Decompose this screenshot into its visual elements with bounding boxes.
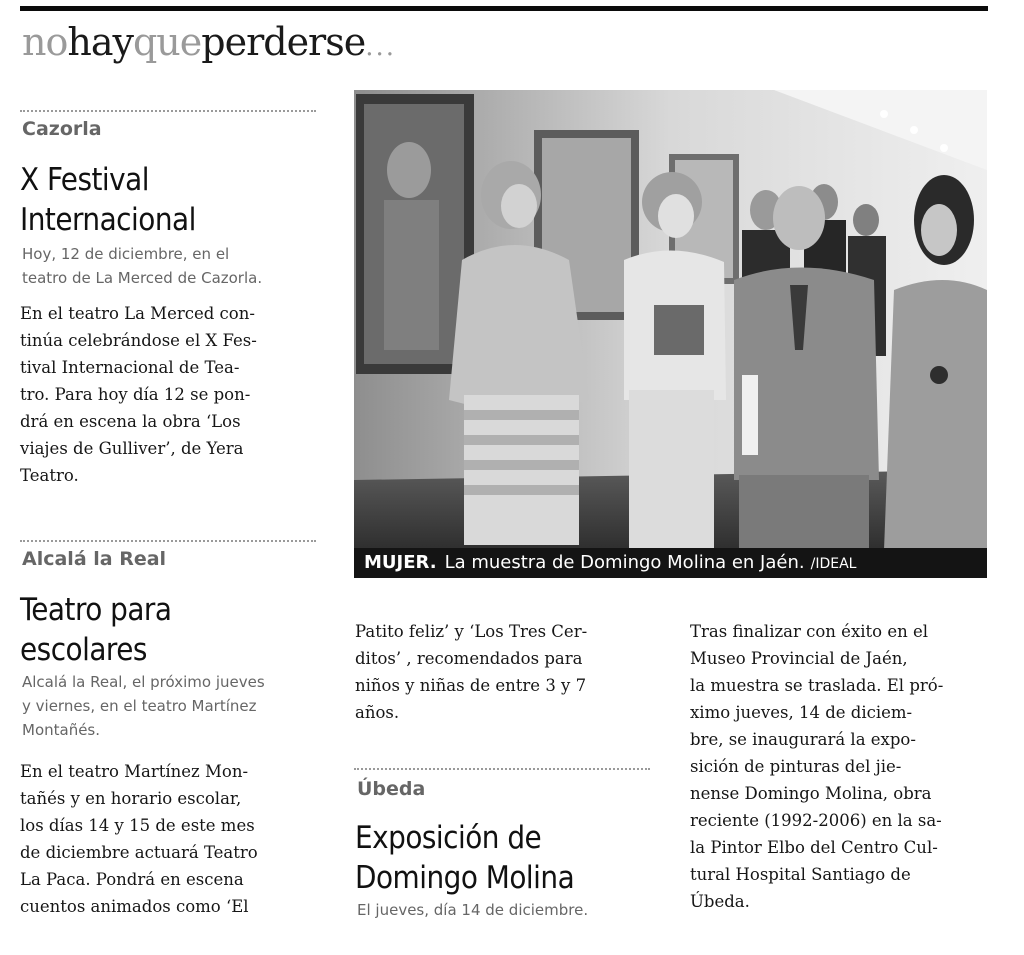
body-line: los días 14 y 15 de este mes [20,816,255,835]
body-line: años. [355,703,400,722]
article-body-continued [355,618,655,726]
article-headline [20,160,320,240]
deck-line: Alcalá la Real, el próximo jueves [22,673,265,691]
section-masthead [22,14,396,75]
masthead-ellipsis: ... [365,32,397,62]
masthead-part-hay: hay [67,20,133,64]
body-line: reciente (1992-2006) en la sa- [690,811,942,830]
body-line: tañés y en horario escolar, [20,789,242,808]
separator-ubeda [354,768,650,770]
deck-line: Hoy, 12 de diciembre, en el [22,245,230,263]
body-line: drá en escena la obra ‘Los [20,412,241,431]
article-body [690,618,990,915]
body-line: niños y niñas de entre 3 y 7 [355,676,587,695]
body-line: cuentos animados como ‘El [20,897,249,916]
deck-line: El jueves, día 14 de diciembre. [357,901,589,919]
body-line: Patito feliz’ y ‘Los Tres Cer- [355,622,588,641]
caption-credit: /IDEAL [810,556,857,572]
article-photo [354,90,987,578]
body-line: tro. Para hoy día 12 se pon- [20,385,251,404]
headline-line: Domingo Molina [355,860,575,896]
body-line: nense Domingo Molina, obra [690,784,932,803]
separator-alcala [20,540,316,542]
article-body [20,758,320,920]
body-line: Museo Provincial de Jaén, [690,649,908,668]
body-line: ditos’ , recomendados para [355,649,583,668]
body-line: de diciembre actuará Teatro [20,843,258,862]
masthead-part-no: no [22,20,68,64]
body-line: viajes de Gulliver’, de Yera [20,439,244,458]
body-line: Úbeda. [690,892,750,911]
headline-line: X Festival [20,162,150,198]
location-label: Cazorla [22,118,102,140]
masthead-part-que: que [132,20,202,64]
photo-caption [354,548,987,578]
body-line: Teatro. [20,466,79,485]
body-line: En el teatro Martínez Mon- [20,762,249,781]
location-label: Úbeda [357,778,426,800]
headline-line: Internacional [20,202,196,238]
body-line: tural Hospital Santiago de [690,865,911,884]
headline-line: Teatro para [20,592,172,628]
article-headline [20,590,320,670]
body-line: La Paca. Pondrá en escena [20,870,244,889]
deck-line: teatro de La Merced de Cazorla. [22,269,263,287]
body-line: bre, se inaugurará la expo- [690,730,916,749]
body-line: la muestra se traslada. El pró- [690,676,944,695]
caption-label: MUJER. [364,552,437,573]
separator-cazorla [20,110,316,112]
article-deck [22,670,318,742]
body-line: tinúa celebrándose el X Fes- [20,331,257,350]
top-rule [20,6,988,11]
body-line: Tras finalizar con éxito en el [690,622,929,641]
body-line: la Pintor Elbo del Centro Cul- [690,838,938,857]
masthead-part-perderse: perderse [201,20,366,64]
location-label: Alcalá la Real [22,548,167,570]
headline-line: escolares [20,632,147,668]
deck-line: y viernes, en el teatro Martínez [22,697,257,715]
body-line: tival Internacional de Tea- [20,358,240,377]
article-deck [22,242,318,290]
headline-line: Exposición de [355,820,542,856]
body-line: sición de pinturas del jie- [690,757,902,776]
caption-text: La muestra de Domingo Molina en Jaén. [444,552,805,573]
body-line: En el teatro La Merced con- [20,304,255,323]
article-deck [357,898,653,922]
photo-image [354,90,987,578]
article-headline [355,818,655,898]
body-line: ximo jueves, 14 de diciem- [690,703,913,722]
deck-line: Montañés. [22,721,101,739]
article-body [20,300,320,489]
